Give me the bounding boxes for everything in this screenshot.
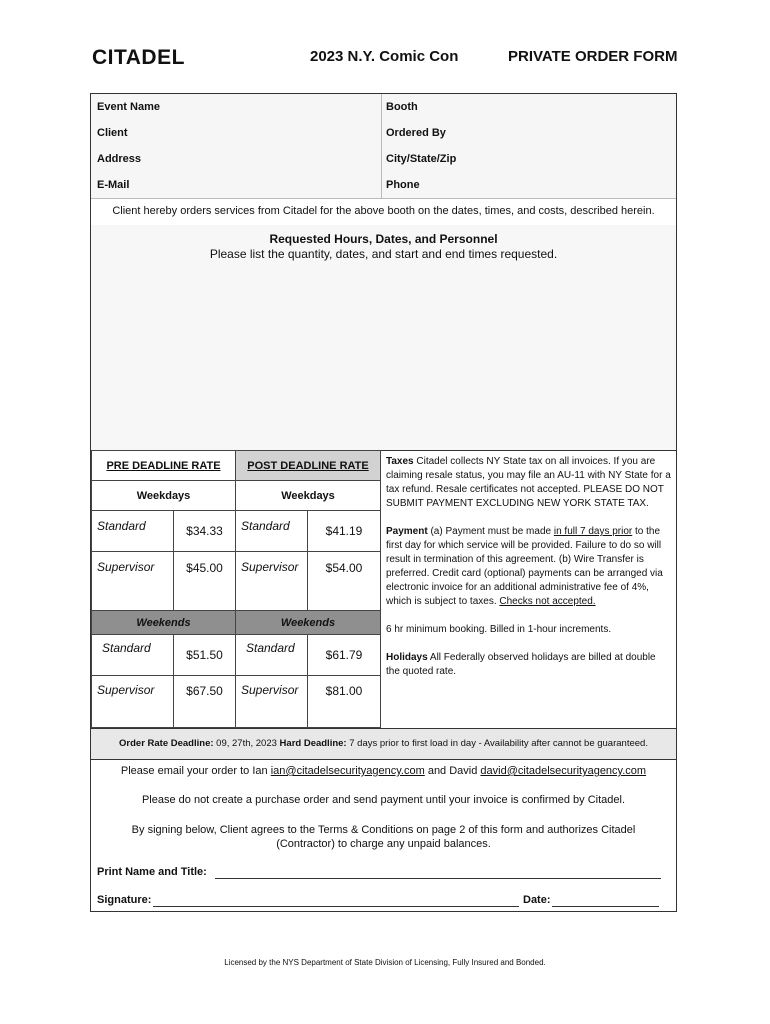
form-title: PRIVATE ORDER FORM [508, 48, 678, 65]
post-weekends-header: Weekends [235, 610, 381, 635]
booth-field[interactable]: Booth [386, 101, 418, 113]
email-field[interactable]: E-Mail [97, 179, 130, 191]
pre-weekend-standard-rate: $51.50 [173, 634, 236, 676]
post-weekday-standard-label: Standard [235, 510, 308, 552]
ordered-by-field[interactable]: Ordered By [386, 127, 446, 139]
citadel-logo: CITADEL [92, 46, 185, 69]
post-weekend-supervisor-rate: $81.00 [307, 675, 381, 728]
taxes-terms: Taxes Citadel collects NY State tax on all invoices. If you are claiming resale status, you may file an AU-11 with NY State for a tax refund. Resale certificates not accepted. PLEASE DO NOT SUBMIT PAYMENT EXCLUDING NEW YORK STATE TAX. [386, 456, 671, 509]
print-name-line[interactable] [215, 878, 661, 879]
post-weekday-supervisor-label: Supervisor [235, 551, 308, 611]
info-row-1 [91, 94, 676, 121]
requested-title: Requested Hours, Dates, and Personnel [269, 232, 498, 246]
email-link-ian[interactable]: ian@citadelsecurityagency.com [270, 765, 425, 777]
license-note: Licensed by the NYS Department of State Division of Licensing, Fully Insured and Bonded. [224, 958, 546, 967]
post-weekday-supervisor-rate: $54.00 [307, 551, 381, 611]
requested-subtitle: Please list the quantity, dates, and start and end times requested. [209, 247, 558, 261]
pre-weekends-header: Weekends [91, 610, 236, 635]
pre-weekend-supervisor-label: Supervisor [91, 675, 174, 728]
address-field[interactable]: Address [97, 153, 142, 165]
agreement-note: By signing below, Client agrees to the Terms & Conditions on page 2 of this form and authorizes Citadel (Contractor) to charge any unpaid balances. [131, 824, 636, 850]
pre-weekday-standard-rate: $34.33 [173, 510, 236, 552]
pre-weekday-standard-label: Standard [91, 510, 174, 552]
pre-weekend-supervisor-rate: $67.50 [173, 675, 236, 728]
payment-terms: Payment (a) Payment must be made in full 7 days prior to the first day for which service will be provided. Failure to do so will result in termination of this agreement. (b) Wire Transfer is preferred. Credit card (optional) payments can be arranged via electronic invoice for an additional administrative fee of 4%, which is subject to taxes. Checks not accepted. [386, 526, 663, 607]
post-deadline-header: POST DEADLINE RATE [235, 450, 381, 481]
post-weekend-standard-rate: $61.79 [307, 634, 381, 676]
pre-weekday-supervisor-label: Supervisor [91, 551, 174, 611]
pre-deadline-header: PRE DEADLINE RATE [91, 450, 236, 481]
minimum-booking: 6 hr minimum booking. Billed in 1-hour increments. [386, 624, 612, 635]
date-label: Date: [523, 894, 551, 906]
pre-weekend-standard-label: Standard [91, 634, 174, 676]
event-title: 2023 N.Y. Comic Con [310, 48, 459, 65]
info-row-4 [91, 172, 676, 199]
event-name-field[interactable]: Event Name [97, 101, 160, 113]
signature-label: Signature: [97, 894, 152, 906]
email-instructions: Please email your order to Ian ian@citadelsecurityagency.com and David david@citadelsecurityagency.com [120, 765, 647, 777]
phone-field[interactable]: Phone [386, 179, 420, 191]
order-form [90, 93, 677, 912]
info-row-2 [91, 120, 676, 147]
post-weekdays-header: Weekdays [235, 480, 381, 511]
terms-block [386, 455, 671, 679]
post-weekend-supervisor-label: Supervisor [235, 675, 308, 728]
rates-table [91, 450, 381, 728]
requested-section[interactable] [91, 225, 676, 451]
date-line[interactable] [552, 906, 659, 907]
pre-weekdays-header: Weekdays [91, 480, 236, 511]
city-state-zip-field[interactable]: City/State/Zip [386, 153, 457, 165]
client-field[interactable]: Client [97, 127, 128, 139]
email-link-david[interactable]: david@citadelsecurityagency.com [480, 765, 647, 777]
print-name-label: Print Name and Title: [97, 866, 207, 878]
signature-line[interactable] [153, 906, 519, 907]
holidays-terms: Holidays All Federally observed holidays are billed at double the quoted rate. [386, 652, 656, 677]
post-weekday-standard-rate: $41.19 [307, 510, 381, 552]
po-note: Please do not create a purchase order and send payment until your invoice is confirmed by Citadel. [141, 794, 626, 806]
pre-weekday-supervisor-rate: $45.00 [173, 551, 236, 611]
post-weekend-standard-label: Standard [235, 634, 308, 676]
info-row-3 [91, 146, 676, 173]
deadline-row: Order Rate Deadline: 09, 27th, 2023 Hard Deadline: 7 days prior to first load in day - Availability after cannot be guaranteed. [91, 728, 676, 760]
client-statement: Client hereby orders services from Citadel for the above booth on the dates, times, and costs, described herein. [91, 198, 676, 226]
